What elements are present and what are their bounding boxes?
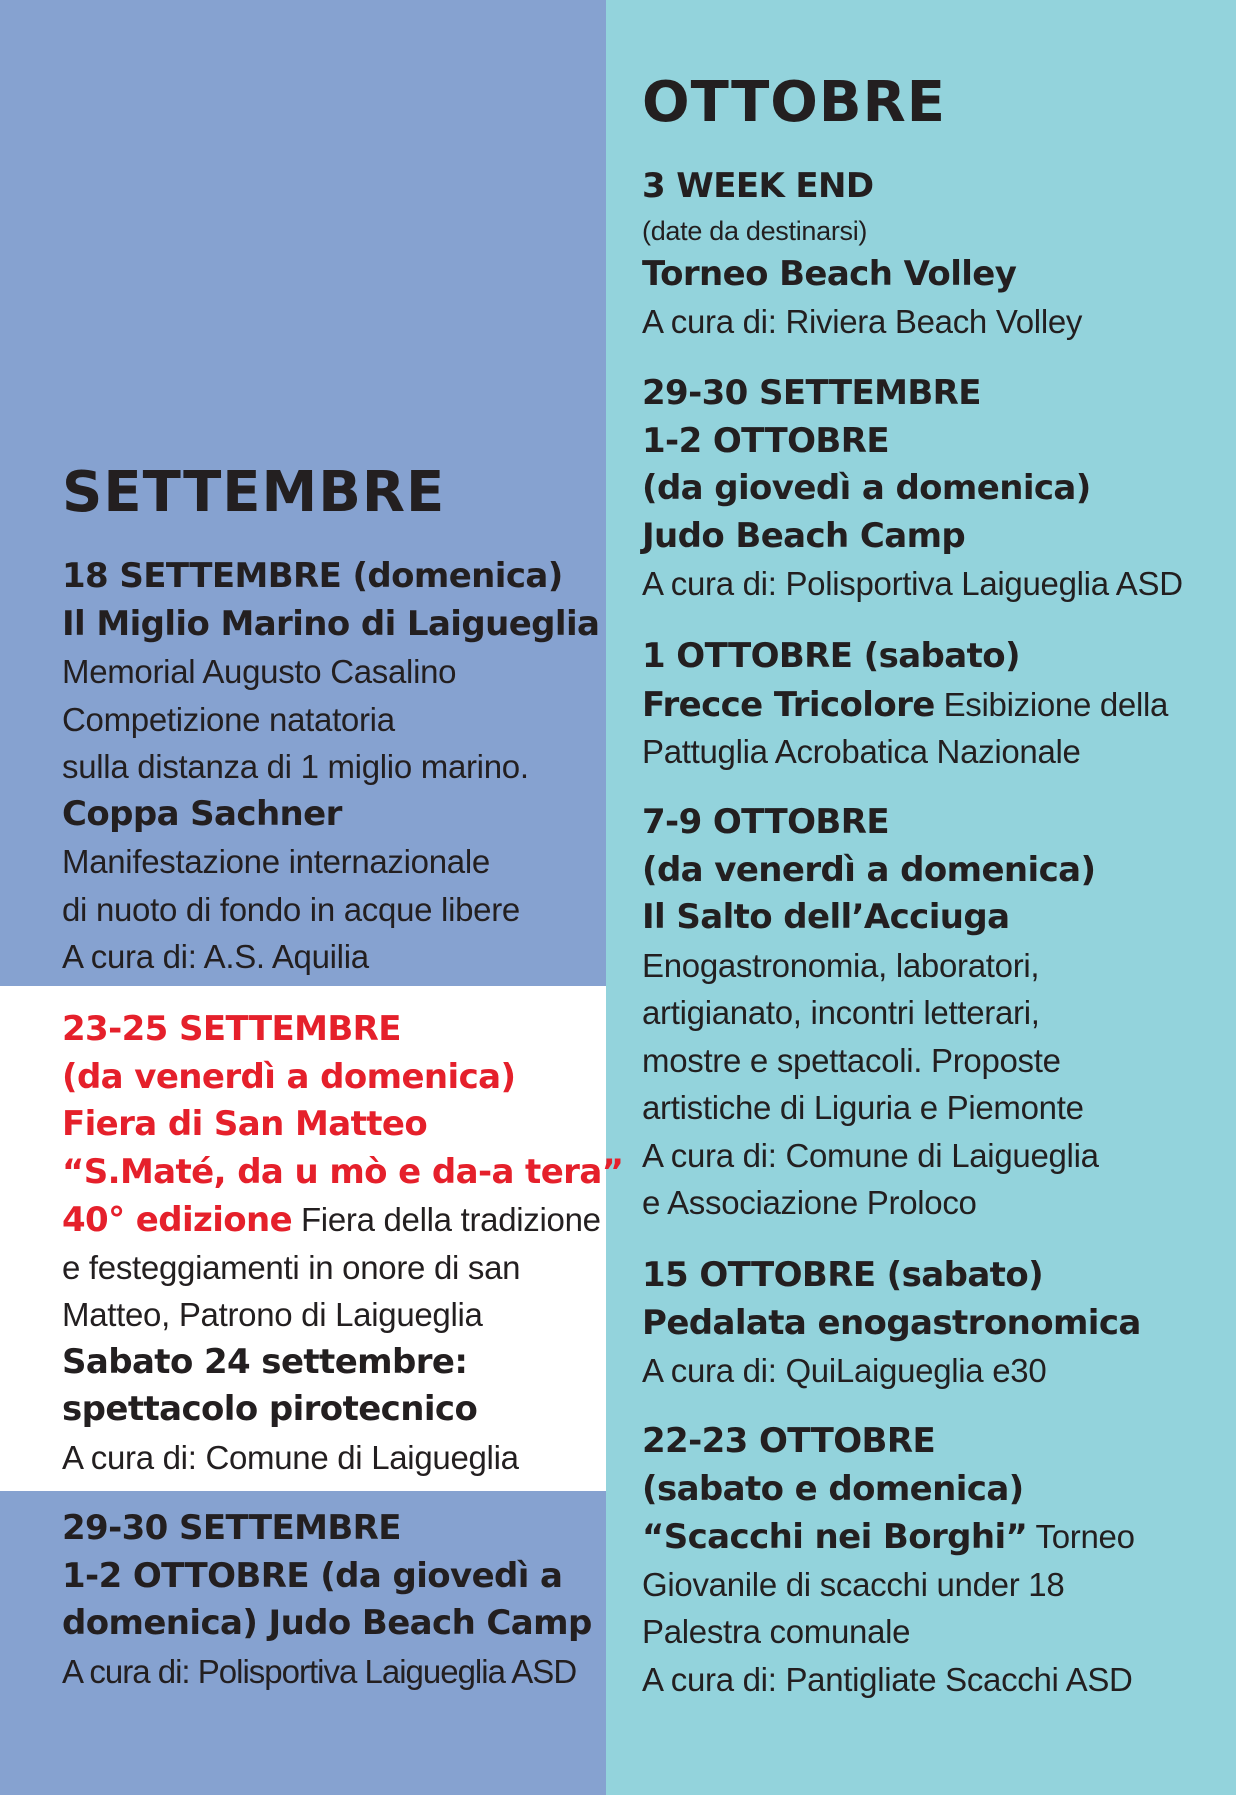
- event-title: Torneo Beach Volley: [642, 253, 1017, 294]
- event-title: Judo Beach Camp: [642, 515, 966, 556]
- event-date: 23-25 SETTEMBRE: [62, 1009, 401, 1049]
- event-description: e festeggiamenti in onore di san: [62, 1248, 521, 1286]
- event-salto-acciuga: [642, 799, 1099, 1227]
- event-description: Giovanile di scacchi under 18: [642, 1565, 1065, 1603]
- event-miglio-marino: [62, 553, 599, 981]
- event-description: Manifestazione internazionale: [62, 843, 490, 880]
- event-judo-beach-camp-left: [62, 1505, 592, 1695]
- event-title: domenica) Judo Beach Camp: [62, 1603, 592, 1643]
- event-date: 15 OTTOBRE (sabato): [642, 1255, 1044, 1295]
- event-title: Coppa Sachner: [62, 793, 342, 834]
- event-days: (da venerdì a domenica): [62, 1056, 516, 1097]
- event-title-line: [642, 681, 1168, 729]
- event-description: Matteo, Patrono di Laigueglia: [62, 1296, 483, 1333]
- event-organizer: A cura di: Riviera Beach Volley: [642, 303, 1083, 340]
- event-judo-beach-camp-right: [642, 370, 1183, 608]
- event-organizer: e Associazione Proloco: [642, 1184, 977, 1221]
- event-subtitle: “S.Maté, da u mò e da-a tera”: [62, 1151, 624, 1192]
- event-organizer: A cura di: Comune di Laigueglia: [642, 1136, 1099, 1174]
- event-date: 1-2 OTTOBRE: [642, 420, 889, 461]
- event-title: “Scacchi nei Borghi”: [642, 1517, 1028, 1557]
- event-title-line: [642, 1513, 1135, 1561]
- event-description: Palestra comunale: [642, 1613, 911, 1650]
- event-description: artistiche di Liguria e Piemonte: [642, 1089, 1084, 1126]
- event-organizer: A cura di: Polisportiva Laigueglia ASD: [62, 1652, 577, 1690]
- event-organizer: A cura di: Comune di Laigueglia: [62, 1438, 519, 1476]
- event-highlight: spettacolo pirotecnico: [62, 1389, 478, 1429]
- event-description: Esibizione della: [934, 685, 1169, 723]
- event-organizer: A cura di: Polisportiva Laigueglia ASD: [642, 565, 1183, 602]
- event-title: Pedalata enogastronomica: [642, 1302, 1141, 1343]
- event-description: Competizione natatoria: [62, 700, 395, 738]
- event-highlight: Sabato 24 settembre:: [62, 1341, 468, 1382]
- event-torneo-beach-volley: [642, 163, 1082, 346]
- event-description: Enogastronomia, laboratori,: [642, 946, 1040, 984]
- event-title: Il Miglio Marino di Laigueglia: [62, 603, 600, 644]
- event-date: 3 WEEK END: [642, 166, 874, 206]
- event-fiera-san-matteo: [62, 1006, 623, 1481]
- event-description: Memorial Augusto Casalino: [62, 653, 457, 690]
- month-heading-ottobre: OTTOBRE: [642, 70, 946, 135]
- event-days: (da giovedì a domenica): [642, 468, 1091, 508]
- event-date: 18 SETTEMBRE (domenica): [62, 556, 563, 596]
- event-edition: 40° edizione: [62, 1200, 293, 1240]
- event-days: (da venerdì a domenica): [642, 849, 1096, 890]
- event-date: 29-30 SETTEMBRE: [62, 1508, 401, 1548]
- event-date: 22-23 OTTOBRE: [642, 1421, 936, 1461]
- event-date: 1-2 OTTOBRE (da giovedì a: [62, 1555, 563, 1596]
- event-pedalata: [642, 1252, 1141, 1395]
- event-description: sulla distanza di 1 miglio marino.: [62, 748, 529, 785]
- event-note: (date da destinarsi): [642, 215, 868, 246]
- event-date: 29-30 SETTEMBRE: [642, 373, 981, 413]
- event-description: artigianato, incontri letterari,: [642, 994, 1040, 1031]
- event-days: (sabato e domenica): [642, 1468, 1024, 1509]
- event-scacchi-nei-borghi: [642, 1418, 1135, 1703]
- event-description: Torneo: [1027, 1518, 1135, 1555]
- event-title: Frecce Tricolore: [642, 684, 935, 725]
- event-organizer: A cura di: Pantigliate Scacchi ASD: [642, 1660, 1133, 1698]
- month-heading-settembre: SETTEMBRE: [62, 460, 446, 525]
- event-edition-line: [62, 1196, 623, 1244]
- event-title: Il Salto dell’Acciuga: [642, 897, 1010, 937]
- event-date: 1 OTTOBRE (sabato): [642, 636, 1020, 676]
- event-description: Fiera della tradizione: [292, 1201, 601, 1238]
- event-organizer: A cura di: QuiLaigueglia e30: [642, 1352, 1047, 1389]
- event-description: di nuoto di fondo in acque libere: [62, 890, 520, 928]
- event-title: Fiera di San Matteo: [62, 1104, 428, 1144]
- event-organizer: A cura di: A.S. Aquilia: [62, 938, 369, 975]
- event-frecce-tricolore: [642, 633, 1168, 776]
- event-description: Pattuglia Acrobatica Nazionale: [642, 733, 1081, 770]
- event-description: mostre e spettacoli. Proposte: [642, 1041, 1061, 1079]
- event-date: 7-9 OTTOBRE: [642, 802, 889, 842]
